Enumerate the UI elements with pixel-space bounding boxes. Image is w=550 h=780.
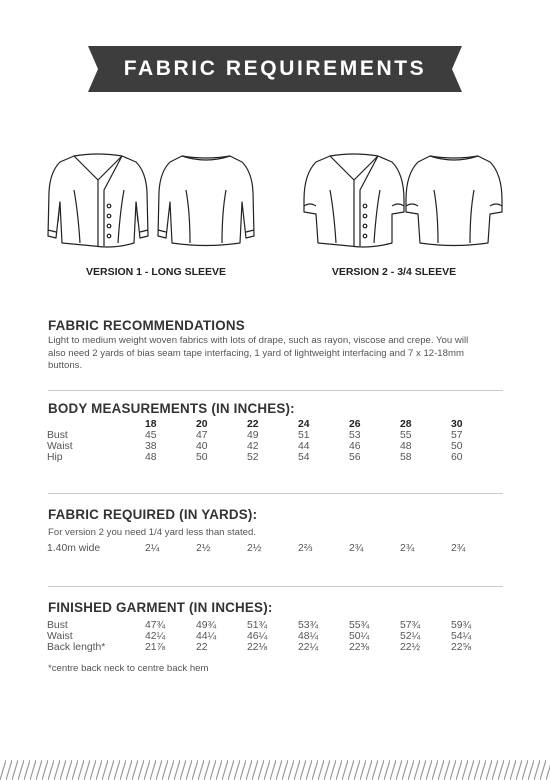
fabric-required-note: For version 2 you need 1/4 yard less than stated. (48, 527, 256, 538)
cell: 52¼ (400, 631, 421, 642)
cell: 53 (349, 430, 361, 441)
divider (48, 586, 503, 587)
version2-back-illustration (404, 150, 504, 250)
cell: 22½ (400, 642, 421, 653)
cell: 2½ (196, 543, 211, 554)
cell: 22⅝ (451, 642, 472, 653)
table-row (47, 620, 502, 631)
cell: 56 (349, 452, 361, 463)
divider (48, 390, 503, 391)
cell: 47¾ (145, 620, 166, 631)
row-label: Back length* (47, 642, 106, 653)
cell: 38 (145, 441, 157, 452)
cell: 2½ (247, 543, 262, 554)
cell: 57¾ (400, 620, 421, 631)
size-header: 30 (451, 419, 463, 430)
cell: 59¾ (451, 620, 472, 631)
table-row (47, 631, 502, 642)
cell: 50¼ (349, 631, 370, 642)
cell: 42¼ (145, 631, 166, 642)
size-header: 20 (196, 419, 208, 430)
cell: 51 (298, 430, 310, 441)
cell: 2¼ (145, 543, 160, 554)
cell: 42 (247, 441, 259, 452)
cell: 47 (196, 430, 208, 441)
version2-label: VERSION 2 - 3/4 SLEEVE (331, 266, 457, 278)
cell: 54 (298, 452, 310, 463)
table-row (47, 642, 502, 653)
title-banner (88, 46, 462, 92)
cell: 49¾ (196, 620, 217, 631)
table-row (47, 543, 502, 554)
cell: 45 (145, 430, 157, 441)
cell: 21⅞ (145, 642, 166, 653)
size-header-row (47, 419, 502, 430)
cell: 22¼ (298, 642, 319, 653)
size-header: 26 (349, 419, 361, 430)
cell: 2¾ (349, 543, 364, 554)
size-header: 18 (145, 419, 157, 430)
footer-hatch-pattern (0, 760, 550, 780)
row-label: Waist (47, 441, 73, 452)
version1-label: VERSION 1 - LONG SLEEVE (85, 266, 227, 278)
finished-garment-table (47, 620, 502, 653)
cell: 57 (451, 430, 463, 441)
divider (48, 493, 503, 494)
recommendations-text (48, 335, 508, 373)
cell: 60 (451, 452, 463, 463)
cell: 46 (349, 441, 361, 452)
version1-back-illustration (156, 150, 256, 250)
table-row (47, 430, 502, 441)
cell: 52 (247, 452, 259, 463)
cell: 44 (298, 441, 310, 452)
recommendations-line: buttons. (48, 360, 83, 372)
cell: 54¼ (451, 631, 472, 642)
fabric-required-table (47, 543, 502, 554)
cell: 55 (400, 430, 412, 441)
cell: 40 (196, 441, 208, 452)
cell: 22⅜ (349, 642, 370, 653)
row-label: Bust (47, 430, 68, 441)
cell: 55¾ (349, 620, 370, 631)
cell: 2⅔ (298, 543, 313, 554)
table-row (47, 441, 502, 452)
fabric-required-heading: FABRIC REQUIRED (IN YARDS): (48, 507, 258, 522)
cell: 2¾ (400, 543, 415, 554)
cell: 49 (247, 430, 259, 441)
recommendations-heading: FABRIC RECOMMENDATIONS (48, 318, 245, 333)
cell: 58 (400, 452, 412, 463)
table-row (47, 452, 502, 463)
row-label: 1.40m wide (47, 543, 101, 554)
cell: 50 (196, 452, 208, 463)
cell: 48 (145, 452, 157, 463)
size-header: 28 (400, 419, 412, 430)
version1-front-illustration (44, 150, 152, 250)
cell: 48 (400, 441, 412, 452)
body-measurements-heading: BODY MEASUREMENTS (IN INCHES): (48, 401, 295, 416)
cell: 48¼ (298, 631, 319, 642)
cell: 2¾ (451, 543, 466, 554)
cell: 44¼ (196, 631, 217, 642)
cell: 22⅛ (247, 642, 268, 653)
cell: 53¾ (298, 620, 319, 631)
finished-garment-heading: FINISHED GARMENT (IN INCHES): (48, 600, 273, 615)
cell: 51¾ (247, 620, 268, 631)
row-label: Bust (47, 620, 68, 631)
page-title: FABRIC REQUIREMENTS (123, 57, 427, 80)
size-header: 22 (247, 419, 259, 430)
recommendations-line: Light to medium weight woven fabrics with lots of drape, such as rayon, viscose and crepe. You will (48, 335, 469, 346)
finished-garment-footnote: *centre back neck to centre back hem (48, 663, 209, 674)
size-header: 24 (298, 419, 310, 430)
cell: 46¼ (247, 631, 268, 642)
body-measurements-table (47, 419, 502, 463)
row-label: Hip (47, 452, 63, 463)
recommendations-line: also need 2 yards of bias seam tape interfacing, 1 yard of lightweight interfacing and 7 x 12-18mm (48, 347, 464, 359)
cell: 22 (196, 642, 208, 653)
version2-front-illustration (300, 150, 408, 250)
cell: 50 (451, 441, 463, 452)
row-label: Waist (47, 631, 73, 642)
